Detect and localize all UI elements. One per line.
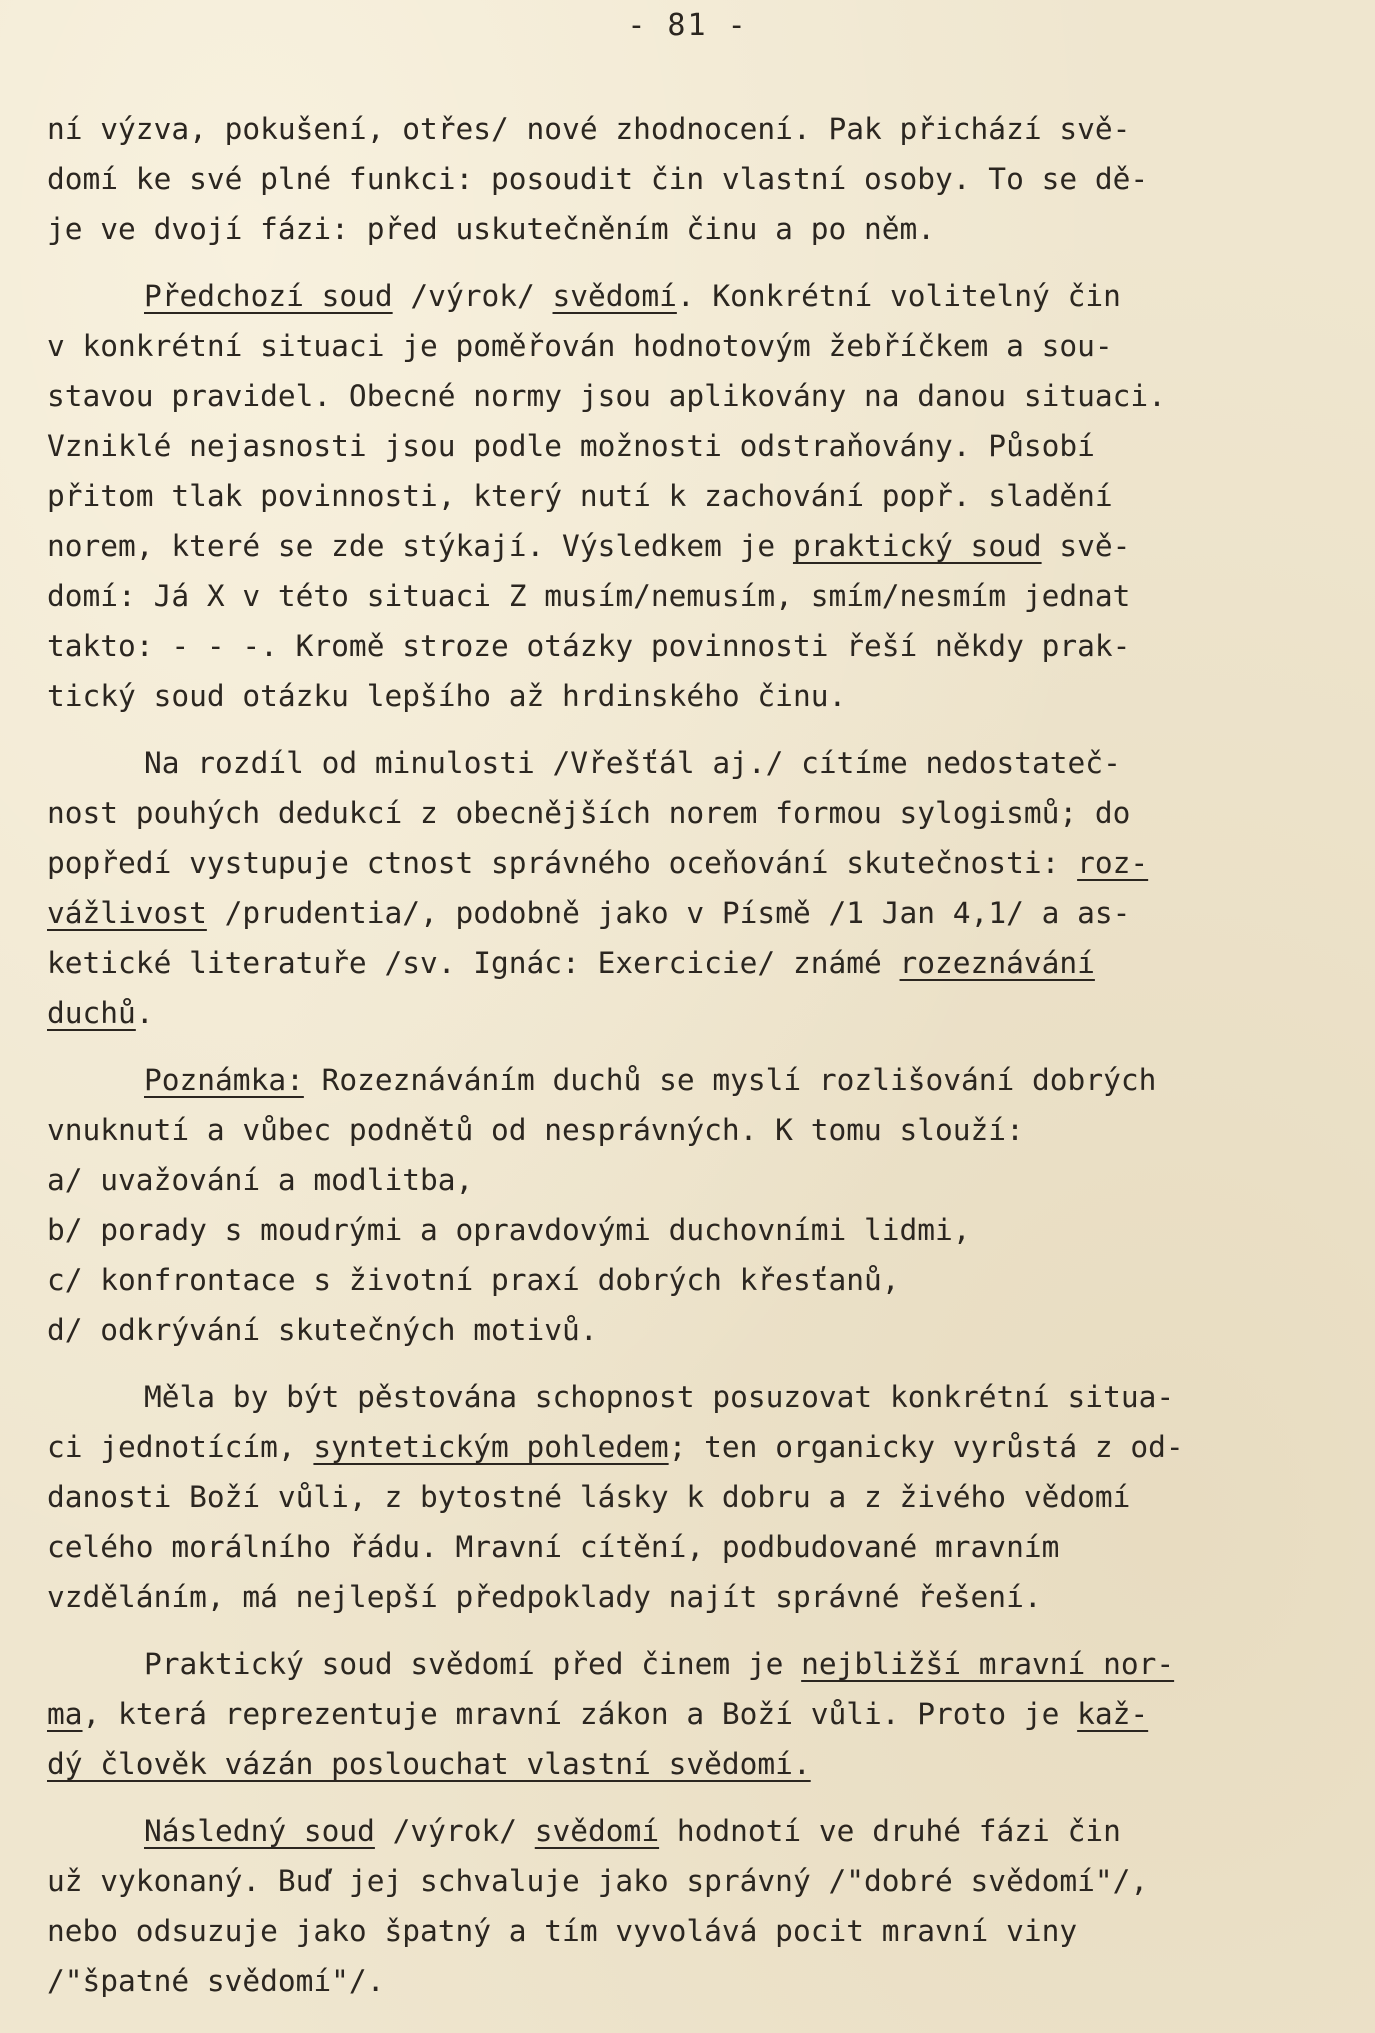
underlined-term: roz- [1077, 846, 1149, 880]
text-line: přitom tlak povinnosti, který nutí k zachování popř. sladění [47, 479, 1113, 513]
text-line [47, 271, 1337, 321]
text-line: vnuknutí a vůbec podnětů od nesprávných. K tomu slouží: [47, 1113, 1024, 1147]
underlined-term: ma [47, 1697, 83, 1731]
text-line: už vykonaný. Buď jej schvaluje jako správný /"dobré svědomí"/, [47, 1864, 1149, 1898]
list-item: c/ konfrontace s životní praxí dobrých křesťanů, [47, 1263, 900, 1297]
underlined-term: svědomí [534, 1814, 660, 1848]
text-line [47, 738, 1337, 788]
text-run: /výrok/ [392, 279, 553, 313]
text-run: ; ten organicky vyrůstá z od- [668, 1430, 1184, 1464]
paragraph-1 [47, 104, 1337, 254]
paragraph-3 [47, 738, 1337, 1038]
text-line: domí: Já X v této situaci Z musím/nemusím, smím/nesmím jednat [47, 579, 1131, 613]
text-run: /prudentia/, podobně jako v Písmě /1 Jan 4,1/ a as- [206, 896, 1131, 930]
paragraph-7 [47, 1806, 1337, 2006]
body-text [47, 104, 1337, 2023]
underlined-term: rozeznávání [899, 946, 1095, 980]
underlined-term: duchů [47, 996, 136, 1030]
text-line: nebo odsuzuje jako špatný a tím vyvolává pocit mravní viny [47, 1914, 1078, 1948]
text-run: . [135, 996, 154, 1030]
text-line [47, 938, 1337, 988]
text-line: danosti Boží vůli, z bytostné lásky k dobru a z živého vědomí [47, 1480, 1131, 1514]
list-item: a/ uvažování a modlitba, [47, 1163, 474, 1197]
text-line: nost pouhých dedukcí z obecnějších norem formou sylogismů; do [47, 796, 1131, 830]
text-line [47, 1055, 1337, 1105]
underlined-term: dý člověk vázán poslouchat vlastní svědomí. [47, 1747, 811, 1781]
text-run: Na rozdíl od minulosti /Vřešťál aj./ cítíme nedostateč- [144, 746, 1121, 780]
text-line: ní výzva, pokušení, otřes/ nové zhodnocení. Pak přichází svě- [47, 112, 1131, 146]
underlined-term: kaž- [1077, 1697, 1149, 1731]
text-line: vzděláním, má nejlepší předpoklady najít správné řešení. [47, 1580, 1042, 1614]
text-run: norem, které se zde stýkají. Výsledkem je [47, 529, 793, 563]
list-item: b/ porady s moudrými a opravdovými duchovními lidmi, [47, 1213, 971, 1247]
text-run: /výrok/ [374, 1814, 535, 1848]
text-run: popředí vystupuje ctnost správného oceňování skutečnosti: [47, 846, 1078, 880]
text-run: Praktický soud svědomí před činem je [144, 1647, 802, 1681]
text-run: , která reprezentuje mravní zákon a Boží vůli. Proto je [82, 1697, 1078, 1731]
text-line: v konkrétní situaci je poměřován hodnotovým žebříčkem a sou- [47, 329, 1113, 363]
text-line [47, 1739, 1337, 1789]
text-line: je ve dvojí fázi: před uskutečněním činu a po něm. [47, 212, 936, 246]
paragraph-6 [47, 1639, 1337, 1789]
text-line: Vzniklé nejasnosti jsou podle možnosti odstraňovány. Působí [47, 429, 1095, 463]
text-run: svě- [1041, 529, 1131, 563]
underlined-term: Poznámka: [144, 1063, 304, 1097]
text-run: Měla by být pěstována schopnost posuzovat konkrétní situa- [144, 1380, 1175, 1414]
text-line [47, 1372, 1337, 1422]
paragraph-5 [47, 1372, 1337, 1622]
underlined-term: svědomí [552, 279, 677, 313]
underlined-term: nejbližší mravní nor- [801, 1647, 1175, 1681]
page-number: - 81 - [627, 8, 748, 43]
text-run: ci jednotícím, [47, 1430, 314, 1464]
text-line: stavou pravidel. Obecné normy jsou aplikovány na danou situaci. [47, 379, 1166, 413]
text-line: /"špatné svědomí"/. [47, 1964, 385, 1998]
note-paragraph [47, 1055, 1337, 1355]
text-line [47, 1689, 1337, 1739]
text-run: Rozeznáváním duchů se myslí rozlišování dobrých [303, 1063, 1157, 1097]
text-line [47, 1422, 1337, 1472]
underlined-term: Následný soud [144, 1814, 375, 1848]
text-line: celého morálního řádu. Mravní cítění, podbudované mravním [47, 1530, 1060, 1564]
text-line: takto: - - -. Kromě stroze otázky povinnosti řeší někdy prak- [47, 629, 1131, 663]
text-line [47, 838, 1337, 888]
underlined-term: Předchozí soud [144, 279, 393, 313]
list-item: d/ odkrývání skutečných motivů. [47, 1313, 598, 1347]
paragraph-2 [47, 271, 1337, 721]
text-run: ketické literatuře /sv. Ignác: Exercicie/ známé [47, 946, 900, 980]
text-run: hodnotí ve druhé fázi čin [659, 1814, 1121, 1848]
underlined-term: syntetickým pohledem [313, 1430, 669, 1464]
text-line: domí ke své plné funkci: posoudit čin vlastní osoby. To se dě- [47, 162, 1149, 196]
underlined-term: praktický soud [792, 529, 1042, 563]
text-line [47, 521, 1337, 571]
underlined-term: vážlivost [47, 896, 207, 930]
text-line [47, 888, 1337, 938]
text-line [47, 988, 1337, 1038]
text-line [47, 1639, 1337, 1689]
text-line: tický soud otázku lepšího až hrdinského činu. [47, 679, 847, 713]
text-run: . Konkrétní volitelný čin [676, 279, 1121, 313]
text-line [47, 1806, 1337, 1856]
